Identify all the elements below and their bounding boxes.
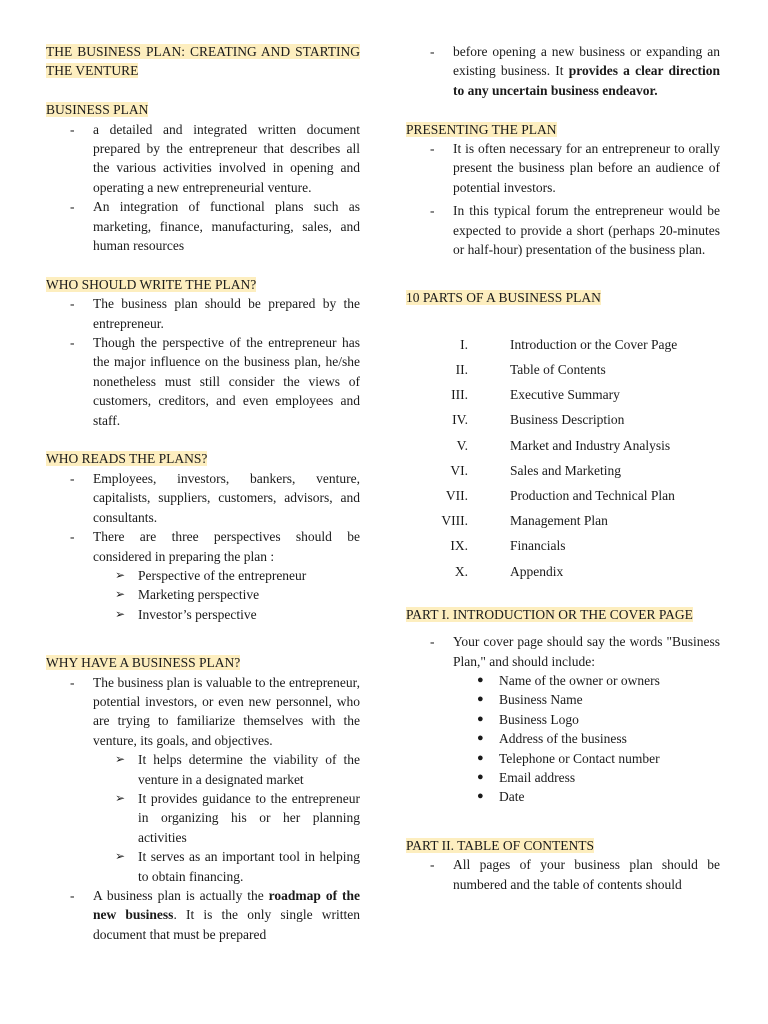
toc-row: VI. Sales and Marketing	[450, 462, 621, 478]
list-item: - The business plan is valuable to the entrepreneur, potential investors, or even new personnel, who are trying to familiarize themselves with the venture, its goals, and objectives.	[46, 673, 360, 751]
cover-page-item: ● Date	[406, 787, 720, 806]
toc-row: III. Executive Summary	[451, 387, 620, 403]
section-heading-who-should-write: WHO SHOULD WRITE THE PLAN?	[46, 276, 257, 292]
section-heading-who-reads: WHO READS THE PLANS?	[46, 451, 208, 467]
cover-page-item: ● Name of the owner or owners	[406, 671, 720, 690]
cover-page-item: ● Address of the business	[406, 729, 720, 748]
toc-row: IX. Financials	[450, 538, 566, 554]
list-item: - Employees, investors, bankers, venture, capitalists, suppliers, customers, advisors, and consultants.	[46, 469, 360, 527]
cover-page-item: ● Business Name	[406, 690, 720, 709]
section-heading-part-1: PART I. INTRODUCTION OR THE COVER PAGE	[406, 606, 693, 622]
reason-item: ➢ It helps determine the viability of the venture in a designated market	[115, 752, 360, 787]
list-item: - a detailed and integrated written document prepared by the entrepreneur that describes all the various activities involved in opening and operating a new entrepreneurial venture.	[46, 120, 360, 198]
bullet-icon: ●	[477, 732, 484, 745]
perspective-item: ➢ Perspective of the entrepreneur	[46, 566, 360, 585]
bullet-icon: ●	[477, 790, 484, 803]
perspective-item: ➢ Marketing perspective	[46, 585, 360, 604]
arrow-bullet-icon: ➢	[115, 567, 126, 582]
right-column	[406, 0, 720, 894]
list-item: - An integration of functional plans such as marketing, finance, manufacturing, sales, and human resources	[46, 197, 360, 255]
section-heading-ten-parts: 10 PARTS OF A BUSINESS PLAN	[406, 290, 601, 306]
continued-paragraph: - before opening a new business or expanding an existing business. It provides a clear direction to any uncertain business endeavor.	[406, 42, 720, 100]
list-item: - In this typical forum the entrepreneur would be expected to provide a short (perhaps 20-minutes or half-hour) presentation of the business plan.	[406, 201, 720, 259]
left-column	[46, 0, 360, 944]
toc-row: II. Table of Contents	[455, 362, 606, 378]
list-item: - It is often necessary for an entrepreneur to orally present the business plan before an audience of potential investors.	[406, 139, 720, 197]
toc-row: V. Market and Industry Analysis	[456, 437, 671, 453]
bullet-icon: ●	[477, 770, 484, 783]
bullet-icon: ●	[477, 751, 484, 764]
cover-page-item: ● Email address	[406, 768, 720, 787]
list-item: - A business plan is actually the roadmap of the new business. It is the only single written document that must be prepared	[46, 886, 360, 944]
perspective-item: ➢ Investor’s perspective	[46, 605, 360, 624]
document-title: THE BUSINESS PLAN: CREATING AND STARTING THE VENTURE	[46, 44, 360, 79]
toc-row: X. Appendix	[454, 563, 564, 579]
toc-row: I. Introduction or the Cover Page	[460, 336, 678, 352]
toc-row: VIII. Management Plan	[441, 513, 608, 529]
list-item: - All pages of your business plan should be numbered and the table of contents should	[406, 855, 720, 894]
bullet-icon: ●	[477, 712, 484, 725]
toc-row: IV. Business Description	[452, 412, 625, 428]
section-heading-business-plan: BUSINESS PLAN	[46, 102, 149, 118]
section-heading-why-have-plan: WHY HAVE A BUSINESS PLAN?	[46, 655, 241, 671]
list-item: - Though the perspective of the entrepreneur has the major influence on the business plan, he/she nonetheless must still consider the views of customers, creditors, and even employees and staff.	[46, 333, 360, 430]
arrow-bullet-icon: ➢	[115, 587, 126, 602]
arrow-bullet-icon: ➢	[115, 849, 126, 864]
list-item: - The business plan should be prepared by the entrepreneur.	[46, 294, 360, 333]
arrow-bullet-icon: ➢	[115, 752, 126, 767]
list-item: - Your cover page should say the words "Business Plan," and should include:	[406, 632, 720, 671]
list-item: - There are three perspectives should be considered in preparing the plan :	[46, 527, 360, 566]
cover-page-item: ● Business Logo	[406, 710, 720, 729]
section-heading-presenting: PRESENTING THE PLAN	[406, 121, 557, 137]
arrow-bullet-icon: ➢	[115, 790, 126, 805]
toc-row: VII. Production and Technical Plan	[445, 487, 675, 503]
section-heading-part-2: PART II. TABLE OF CONTENTS	[406, 837, 595, 853]
reason-item: ➢ It provides guidance to the entrepreneur in organizing his or her planning activities	[115, 790, 360, 845]
bullet-icon: ●	[477, 673, 484, 686]
cover-page-item: ● Telephone or Contact number	[406, 749, 720, 768]
bullet-icon: ●	[477, 693, 484, 706]
arrow-bullet-icon: ➢	[115, 606, 126, 621]
reason-item: ➢ It serves as an important tool in helping to obtain financing.	[115, 849, 360, 884]
